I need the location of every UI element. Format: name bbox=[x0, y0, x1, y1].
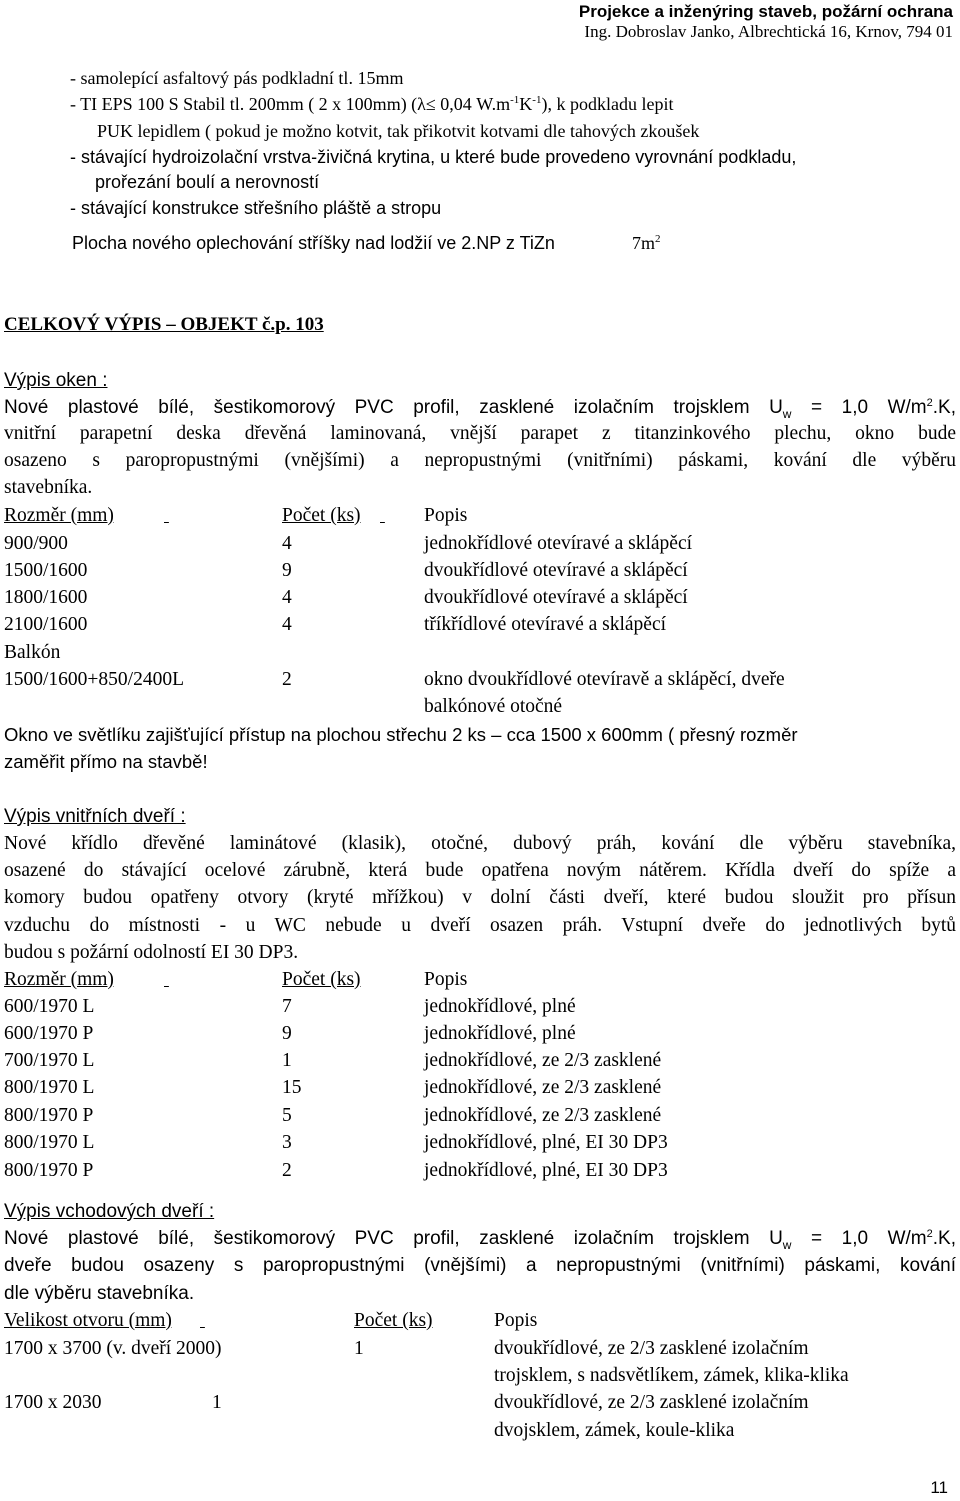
windows-desc-line-4: stavebníka. bbox=[4, 477, 93, 498]
table-row-count: 2 bbox=[282, 669, 292, 690]
interior-desc-line-2: osazené do stávající ocelové zárubně, která bude opatřena novým nátěrem. Křídla dveří do spíže a bbox=[4, 860, 956, 881]
table-row-desc: jednokřídlové, ze 2/3 zasklené bbox=[424, 1077, 662, 1098]
skylight-line-1: Okno ve světlíku zajišťující přístup na plochou střechu 2 ks – cca 1500 x 600mm ( přesný rozměr bbox=[4, 724, 798, 745]
table-row-count: 3 bbox=[282, 1132, 292, 1153]
interior-doors-heading: Výpis vnitřních dveří : bbox=[4, 806, 186, 827]
balcony-label: Balkón bbox=[4, 642, 61, 663]
table-row-count: 4 bbox=[282, 587, 292, 608]
table-row-count: 5 bbox=[282, 1105, 292, 1126]
interior-col-desc: Popis bbox=[424, 969, 468, 990]
windows-col-gap bbox=[164, 505, 284, 527]
table-row-desc: dvoukřídlové otevíravé a sklápěcí bbox=[424, 560, 688, 581]
table-row-size: 700/1970 L bbox=[4, 1050, 95, 1071]
windows-col-gap-2 bbox=[380, 505, 422, 527]
interior-desc-line-5: budou s požární odolností EI 30 DP3. bbox=[4, 942, 299, 963]
table-row-size: 2100/1600 bbox=[4, 614, 88, 635]
skylight-line-2: zaměřit přímo na stavbě! bbox=[4, 751, 208, 772]
table-row-size: 800/1970 L bbox=[4, 1077, 95, 1098]
table-row-count: 9 bbox=[282, 560, 292, 581]
table-row-desc-cont: balkónové otočné bbox=[424, 696, 563, 717]
table-row-count: 4 bbox=[282, 614, 292, 635]
table-row-count: 4 bbox=[282, 533, 292, 554]
table-row-size: 1500/1600+850/2400L bbox=[4, 669, 184, 690]
table-row-size: 800/1970 P bbox=[4, 1160, 94, 1181]
table-row-desc: jednokřídlové, plné, EI 30 DP3 bbox=[424, 1132, 668, 1153]
entry-col-gap bbox=[200, 1310, 356, 1332]
windows-heading: Výpis oken : bbox=[4, 370, 108, 391]
table-row-size: 1500/1600 bbox=[4, 560, 88, 581]
table-row-size: 1700 x 2030 bbox=[4, 1392, 102, 1413]
table-row-count: 1 bbox=[282, 1050, 292, 1071]
table-row-count: 1 bbox=[354, 1338, 364, 1359]
layer-line-3: PUK lepidlem ( pokud je možno kotvit, tak přikotvit kotvami dle tahových zkoušek bbox=[97, 121, 700, 141]
interior-col-size: Rozměr (mm) bbox=[4, 969, 114, 990]
roof-area-value: $7m^2$ bbox=[632, 233, 661, 253]
interior-desc-line-4: vzduchu do místnosti - u WC nebude u dveří osazen práh. Vstupní dveře do jednotlivých bytů bbox=[4, 915, 956, 936]
layer-line-2: - TI EPS 100 S Stabil tl. 200mm ( 2 x 100mm) (λ≤ 0,04 $W.m^{-1}K^{-1}$), k podkladu lepit bbox=[70, 94, 674, 114]
entry-desc-line-1: Nové plastové bílé, šestikomorový PVC profil, zasklené izolačním trojsklem $U_w = 1,0$ $W/m^2.K$, bbox=[4, 1228, 956, 1252]
table-row-size: 900/900 bbox=[4, 533, 68, 554]
windows-col-count: Počet (ks) bbox=[282, 505, 361, 526]
table-row-desc: okno dvoukřídlové otevíravě a sklápěcí, dveře bbox=[424, 669, 785, 690]
entry-col-size: Velikost otvoru (mm) bbox=[4, 1310, 172, 1331]
layer-line-1: - samolepící asfaltový pás podkladní tl. 15mm bbox=[70, 68, 404, 88]
table-row-desc: jednokřídlové, plné bbox=[424, 1023, 576, 1044]
layer-line-4: - stávající hydroizolační vrstva-živičná krytina, u které bude provedeno vyrovnání podkladu, bbox=[70, 147, 797, 167]
table-row-count: 1 bbox=[212, 1392, 222, 1413]
header-company: Projekce a inženýring staveb, požární ochrana bbox=[578, 2, 953, 21]
windows-desc-line-3: osazeno s paropropustnými (vnějšími) a nepropustnými (vnitřními) páskami, kování dle výběru bbox=[4, 450, 956, 471]
layer-line-5: prořezání boulí a nerovností bbox=[95, 172, 320, 192]
table-row-desc: tříkřídlové otevíravé a sklápěcí bbox=[424, 614, 667, 635]
table-row-size: 1800/1600 bbox=[4, 587, 88, 608]
interior-desc-line-1: Nové křídlo dřevěné laminátové (klasik), otočné, dubový práh, kování dle výběru stavebníka, bbox=[4, 833, 956, 854]
interior-col-count: Počet (ks) bbox=[282, 969, 361, 990]
table-row-desc-cont: dvojsklem, zámek, koule-klika bbox=[494, 1420, 735, 1441]
table-row-desc-cont: trojsklem, s nadsvětlíkem, zámek, klika-klika bbox=[494, 1365, 849, 1386]
page-number: 11 bbox=[930, 1478, 948, 1497]
table-row-desc: jednokřídlové, ze 2/3 zasklené bbox=[424, 1050, 662, 1071]
table-row-count: 7 bbox=[282, 996, 292, 1017]
table-row-count: 9 bbox=[282, 1023, 292, 1044]
table-row-desc: jednokřídlové, plné, EI 30 DP3 bbox=[424, 1160, 668, 1181]
table-row-desc: jednokřídlové otevíravé a sklápěcí bbox=[424, 533, 693, 554]
entry-col-count: Počet (ks) bbox=[354, 1310, 433, 1331]
table-row-desc: jednokřídlové, ze 2/3 zasklené bbox=[424, 1105, 662, 1126]
table-row-count: 2 bbox=[282, 1160, 292, 1181]
header-address: Ing. Dobroslav Janko, Albrechtická 16, Krnov, 794 01 bbox=[584, 22, 953, 41]
windows-col-desc: Popis bbox=[424, 505, 468, 526]
entry-desc-line-2: dveře budou osazeny s paropropustnými (vnějšími) a nepropustnými (vnitřními) páskami, kování bbox=[4, 1255, 956, 1276]
interior-col-gap bbox=[164, 969, 284, 991]
interior-desc-line-3: komory budou opatřeny otvory (kryté mřížkou) v dolní části dveří, které budou sloužit pro přísun bbox=[4, 887, 956, 908]
section-title: CELKOVÝ VÝPIS – OBJEKT č.p. 103 bbox=[4, 314, 324, 335]
table-row-size: 800/1970 L bbox=[4, 1132, 95, 1153]
table-row-desc: dvoukřídlové, ze 2/3 zasklené izolačním bbox=[494, 1392, 809, 1413]
table-row-desc: dvoukřídlové otevíravé a sklápěcí bbox=[424, 587, 688, 608]
table-row-count: 15 bbox=[282, 1077, 302, 1098]
table-row-desc: jednokřídlové, plné bbox=[424, 996, 576, 1017]
windows-col-size: Rozměr (mm) bbox=[4, 505, 114, 526]
roof-area-text: Plocha nového oplechování stříšky nad lodžií ve 2.NP z TiZn bbox=[72, 233, 555, 253]
table-row-size: 600/1970 L bbox=[4, 996, 95, 1017]
entry-col-desc: Popis bbox=[494, 1310, 538, 1331]
windows-desc-line-1: Nové plastové bílé, šestikomorový PVC profil, zasklené izolačním trojsklem $U_w = 1,0$ $W/m^2.K$, bbox=[4, 397, 956, 421]
table-row-desc: dvoukřídlové, ze 2/3 zasklené izolačním bbox=[494, 1338, 809, 1359]
table-row-size: 800/1970 P bbox=[4, 1105, 94, 1126]
table-row-size: 600/1970 P bbox=[4, 1023, 94, 1044]
table-row-size: 1700 x 3700 (v. dveří 2000) bbox=[4, 1338, 222, 1359]
entry-desc-line-3: dle výběru stavebníka. bbox=[4, 1283, 195, 1304]
entry-doors-heading: Výpis vchodových dveří : bbox=[4, 1201, 215, 1222]
layer-line-6: - stávající konstrukce střešního pláště a stropu bbox=[70, 198, 442, 218]
windows-desc-line-2: vnitřní parapetní deska dřevěná laminovaná, vnější parapet z titanzinkového plechu, okno bude bbox=[4, 423, 956, 444]
